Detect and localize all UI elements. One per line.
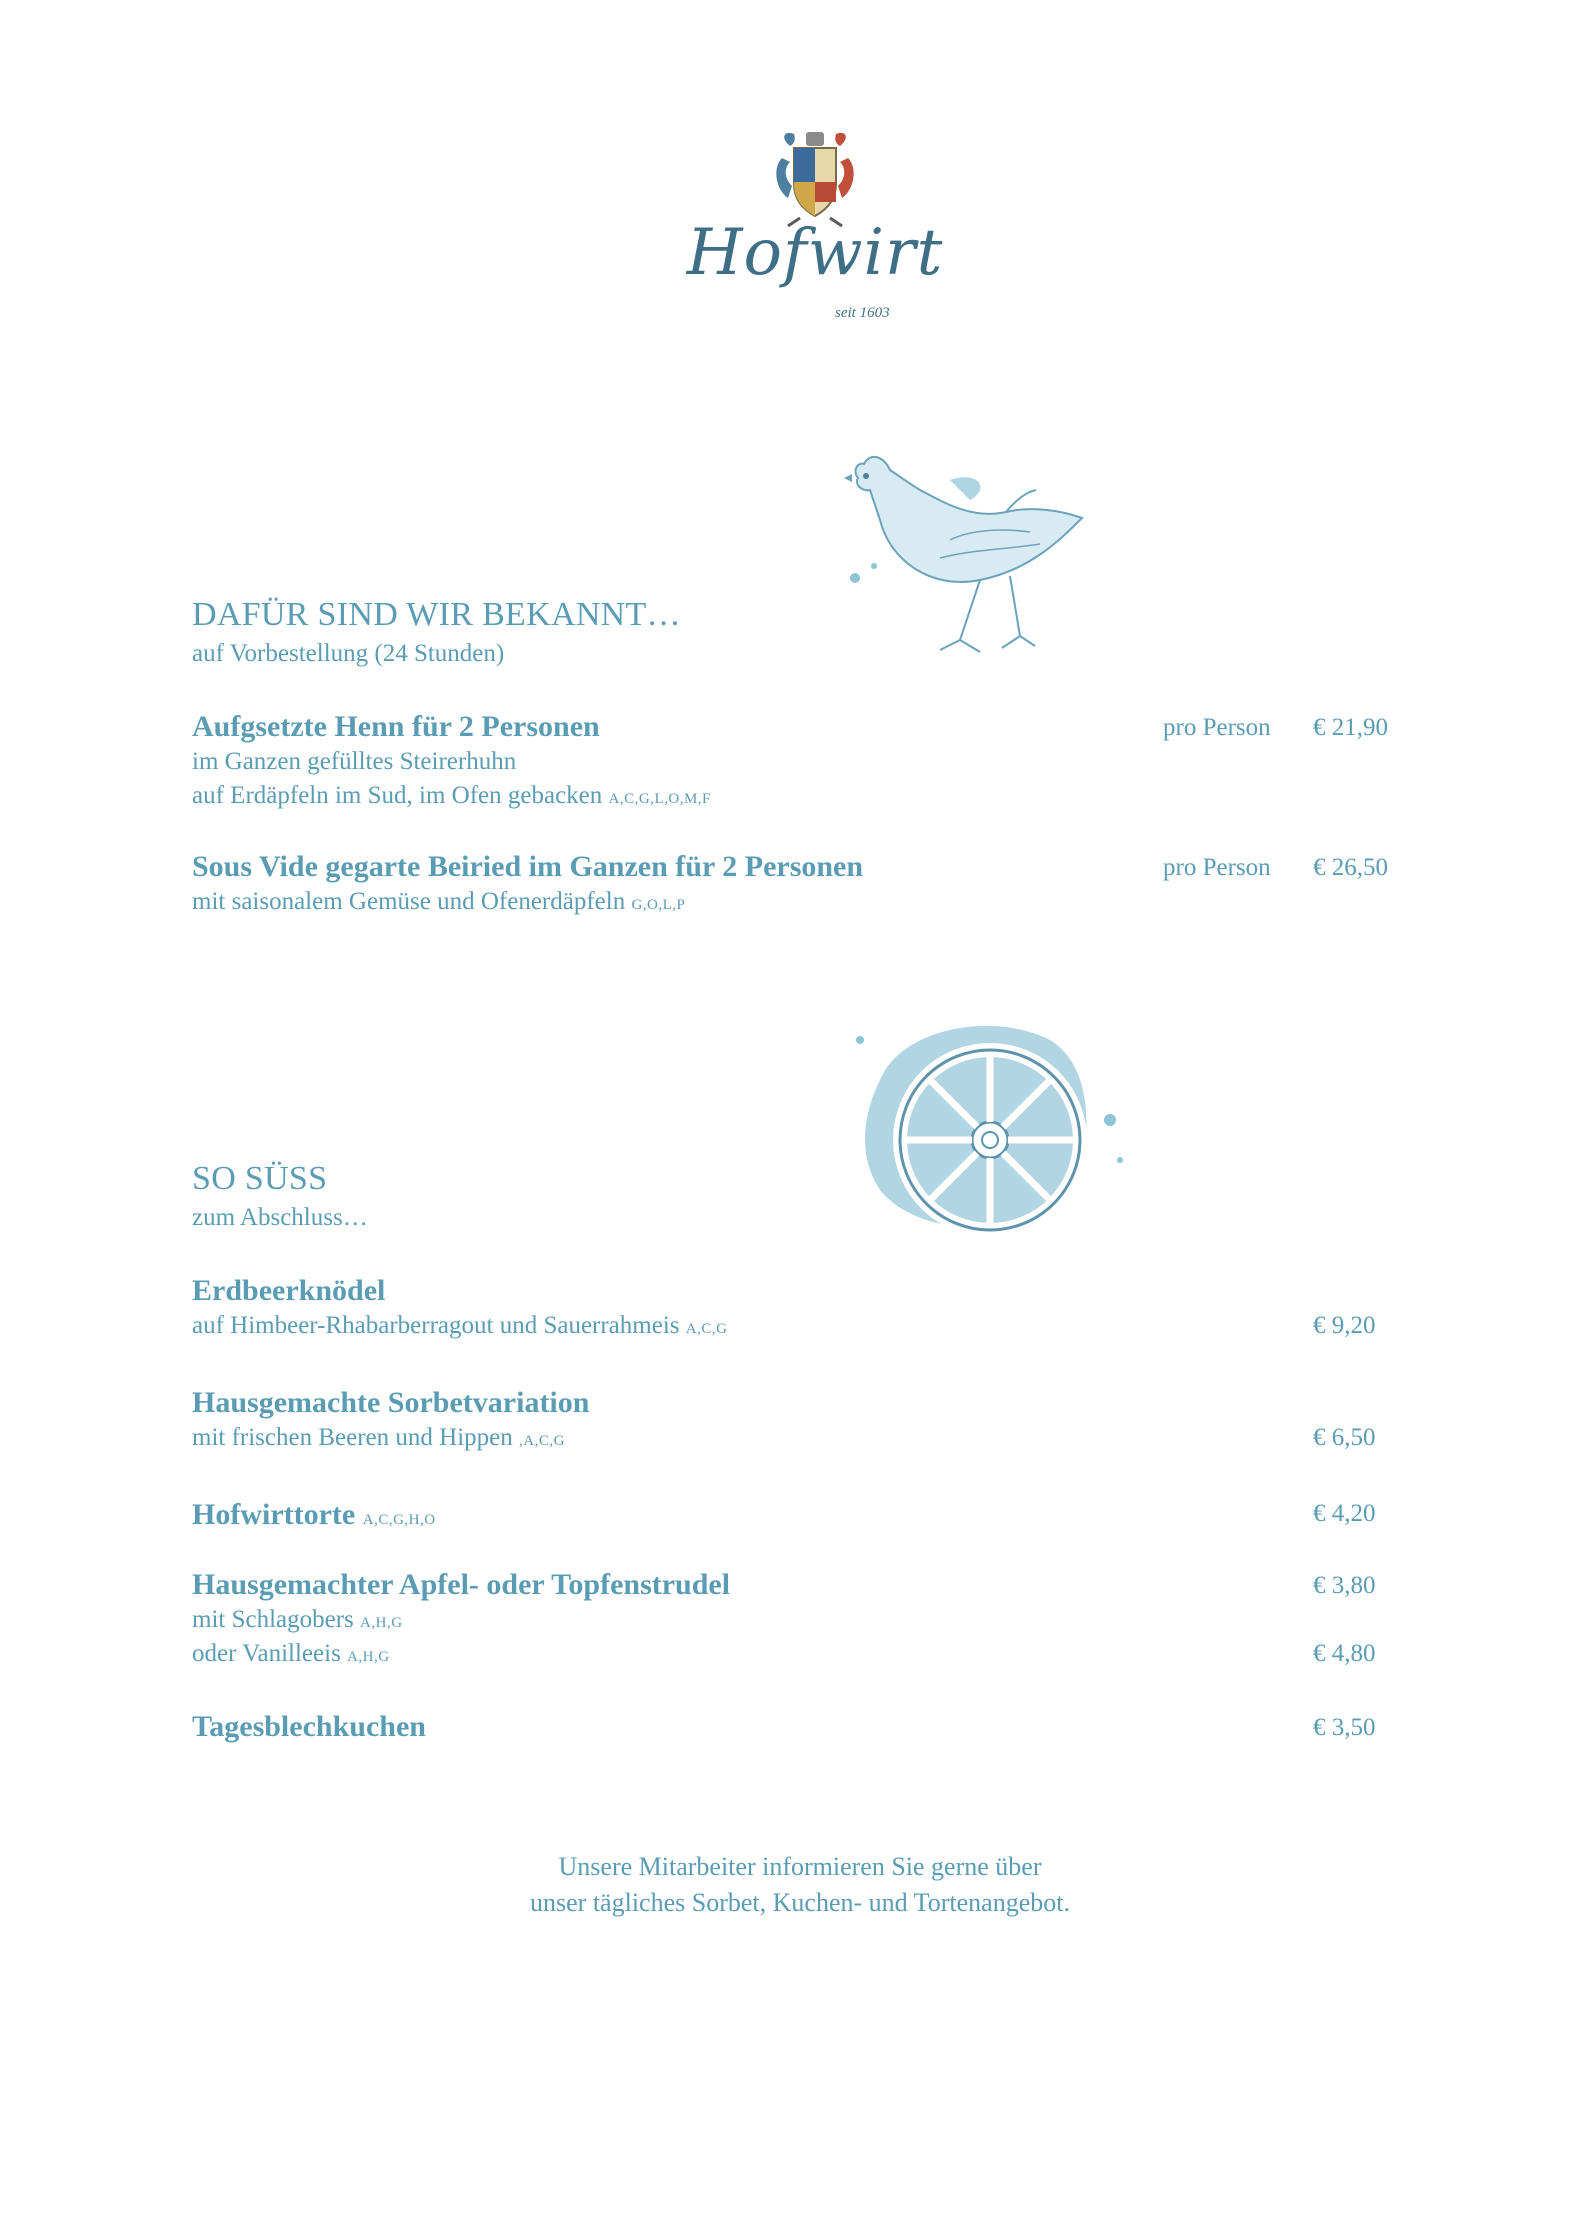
item-desc-text: oder Vanilleeis	[192, 1640, 341, 1667]
item-unit-beiried: pro Person	[1163, 854, 1271, 881]
item-desc-text: mit Schlagobers	[192, 1606, 354, 1633]
item-desc-henn-1: im Ganzen gefülltes Steirerhuhn	[192, 748, 517, 775]
wagon-wheel-illustration	[840, 1010, 1140, 1250]
item-name-beiried: Sous Vide gegarte Beiried im Ganzen für 2 Personen	[192, 850, 864, 883]
item-price-beiried: € 26,50	[1313, 854, 1388, 881]
item-desc-text: auf Erdäpfeln im Sud, im Ofen gebacken	[192, 782, 603, 809]
item-desc-sorbet	[192, 1424, 565, 1452]
logo-wordmark: Hofwirt	[686, 216, 944, 290]
allergen-codes: A,C,G	[685, 1321, 728, 1337]
section-title-bekannt: DAFÜR SIND WIR BEKANNT…	[192, 596, 681, 633]
allergen-codes: G,O,L,P	[631, 897, 686, 913]
allergen-codes: ,A,C,G	[519, 1433, 565, 1449]
item-price-blechkuchen: € 3,50	[1313, 1714, 1376, 1741]
item-name-blechkuchen: Tagesblechkuchen	[192, 1710, 426, 1743]
item-name-hofwirttorte	[192, 1498, 436, 1532]
item-unit-henn: pro Person	[1163, 714, 1271, 741]
item-name-henn: Aufgsetzte Henn für 2 Personen	[192, 710, 600, 743]
allergen-codes: A,C,G,L,O,M,F	[608, 791, 711, 807]
item-name-erdbeerknoedel: Erdbeerknödel	[192, 1274, 386, 1307]
allergen-codes: A,H,G	[347, 1649, 390, 1665]
item-price-strudel: € 3,80	[1313, 1572, 1376, 1599]
coat-of-arms-icon	[770, 128, 860, 228]
item-option-schlagobers	[192, 1606, 403, 1634]
item-desc-beiried	[192, 888, 685, 916]
item-desc-text: auf Himbeer-Rhabarberragout und Sauerrahmeis	[192, 1312, 680, 1339]
item-desc-text: mit frischen Beeren und Hippen	[192, 1424, 513, 1451]
item-name-sorbet: Hausgemachte Sorbetvariation	[192, 1386, 590, 1419]
item-name-text: Hofwirttorte	[192, 1498, 356, 1531]
allergen-codes: A,C,G,H,O	[362, 1512, 436, 1528]
item-option-vanilleeis	[192, 1640, 390, 1668]
hofwirt-logo	[680, 128, 950, 338]
chicken-illustration	[830, 440, 1110, 700]
logo-since: seit 1603	[835, 305, 890, 321]
item-price-erdbeerknoedel: € 9,20	[1313, 1312, 1376, 1339]
item-price-henn: € 21,90	[1313, 714, 1388, 741]
item-desc-henn-2	[192, 782, 711, 810]
item-desc-erdbeerknoedel	[192, 1312, 727, 1340]
footer-line-2: unser tägliches Sorbet, Kuchen- und Tortenangebot.	[530, 1888, 1070, 1917]
allergen-codes: A,H,G	[360, 1615, 403, 1631]
section-title-suess: SO SÜSS	[192, 1160, 328, 1197]
item-price-hofwirttorte: € 4,20	[1313, 1500, 1376, 1527]
section-subtitle-bekannt: auf Vorbestellung (24 Stunden)	[192, 640, 505, 667]
item-desc-text: mit saisonalem Gemüse und Ofenerdäpfeln	[192, 888, 626, 915]
item-name-strudel: Hausgemachter Apfel- oder Topfenstrudel	[192, 1568, 731, 1601]
section-subtitle-suess: zum Abschluss…	[192, 1204, 368, 1231]
footer-line-1: Unsere Mitarbeiter informieren Sie gerne über	[558, 1852, 1042, 1881]
item-price-vanilleeis: € 4,80	[1313, 1640, 1376, 1667]
item-price-sorbet: € 6,50	[1313, 1424, 1376, 1451]
